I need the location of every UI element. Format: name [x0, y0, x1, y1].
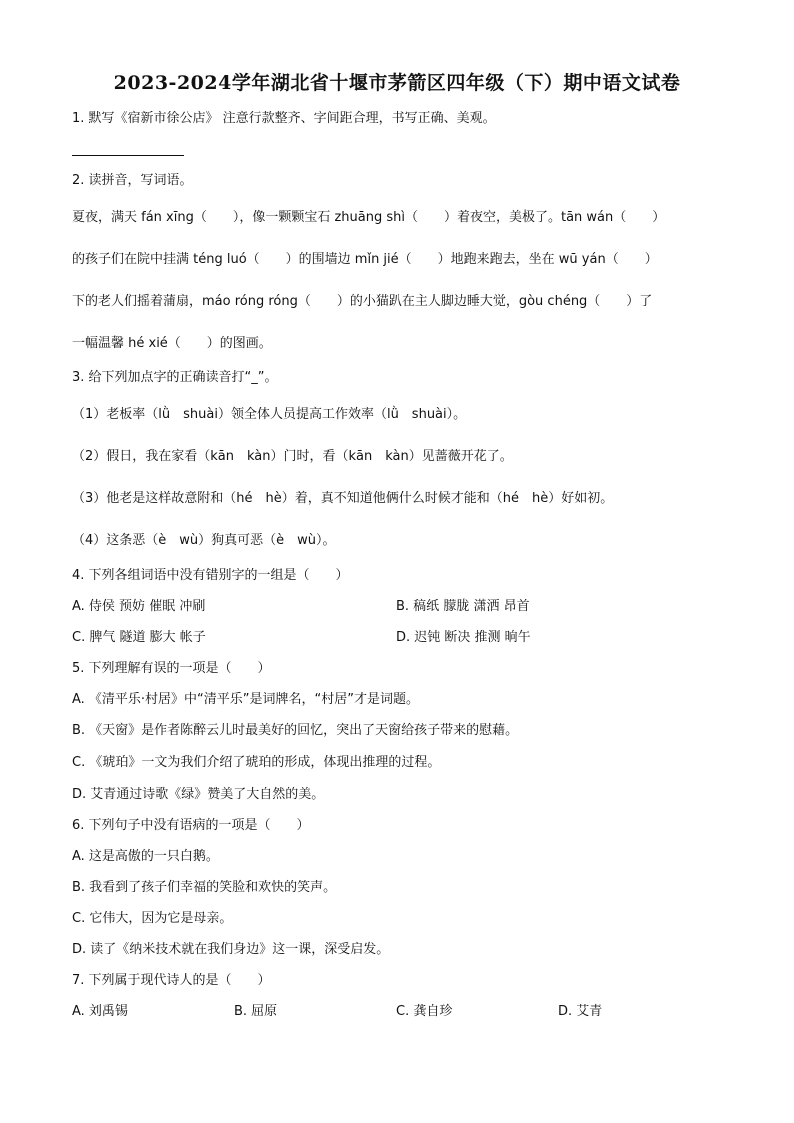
question-4-option-c: C. 脾气 隧道 膨大 帐子 [72, 630, 206, 645]
question-4-stem: 4. 下列各组词语中没有错别字的一组是（ ） [72, 568, 349, 583]
question-1: 1. 默写《宿新市徐公店》 注意行款整齐、字间距合理，书写正确、美观。 [72, 111, 496, 126]
question-5-stem: 5. 下列理解有误的一项是（ ） [72, 661, 271, 676]
question-6-option-a: A. 这是高傲的一只白鹅。 [72, 849, 219, 864]
page-title: 2023-2024学年湖北省十堰市茅箭区四年级（下）期中语文试卷 [113, 72, 681, 94]
question-7-stem: 7. 下列属于现代诗人的是（ ） [72, 973, 271, 988]
question-6-option-d: D. 读了《纳米技术就在我们身边》这一课，深受启发。 [72, 942, 390, 957]
question-2-line: 夏夜，满天 fán xīng（ ），像一颗颗宝石 zhuāng shì（ ）着夜空，美极了。tān wán（ ） [72, 210, 666, 225]
question-5-option-b: B. 《天窗》是作者陈醉云儿时最美好的回忆，突出了天窗给孩子带来的慰藉。 [72, 723, 519, 738]
question-7-option-c: C. 龚自珍 [396, 1004, 453, 1019]
question-3-item: （4）这条恶（è wù）狗真可恶（è wù）。 [72, 533, 336, 548]
question-7-option-d: D. 艾青 [558, 1004, 603, 1019]
question-4-option-d: D. 迟钝 断决 推测 晌午 [396, 630, 531, 645]
question-4-option-b: B. 稿纸 朦胧 潇洒 昂首 [396, 599, 530, 614]
question-4-option-a: A. 侍侯 预妨 催眠 冲刷 [72, 599, 206, 614]
answer-line [72, 155, 184, 156]
question-2-line: 下的老人们摇着蒲扇，máo róng róng（ ）的小猫趴在主人脚边睡大觉，gòu chéng（ ）了 [72, 294, 653, 309]
question-6-option-c: C. 它伟大，因为它是母亲。 [72, 911, 233, 926]
question-6-stem: 6. 下列句子中没有语病的一项是（ ） [72, 818, 310, 833]
question-2-line: 的孩子们在院中挂满 téng luó（ ）的围墙边 mǐn jié（ ）地跑来跑去，坐在 wū yán（ ） [72, 252, 658, 267]
question-2-line: 一幅温馨 hé xié（ ）的图画。 [72, 336, 272, 351]
question-6-option-b: B. 我看到了孩子们幸福的笑脸和欢快的笑声。 [72, 880, 337, 895]
question-3-stem: 3. 给下列加点字的正确读音打“_”。 [72, 370, 278, 385]
question-7-option-a: A. 刘禹锡 [72, 1004, 128, 1019]
question-3-item: （1）老板率（lǜ shuài）领全体人员提高工作效率（lǜ shuài）。 [72, 407, 467, 422]
question-2-stem: 2. 读拼音，写词语。 [72, 173, 193, 188]
question-3-item: （3）他老是这样故意附和（hé hè）着，真不知道他俩什么时候才能和（hé hè）好如初。 [72, 491, 614, 506]
question-7-option-b: B. 屈原 [234, 1004, 278, 1019]
question-5-option-a: A. 《清平乐·村居》中“清平乐”是词牌名，“村居”才是词题。 [72, 692, 420, 707]
question-5-option-d: D. 艾青通过诗歌《绿》赞美了大自然的美。 [72, 787, 325, 802]
question-3-item: （2）假日，我在家看（kān kàn）门时，看（kān kàn）见蔷薇开花了。 [72, 449, 513, 464]
question-5-option-c: C. 《琥珀》一文为我们介绍了琥珀的形成，体现出推理的过程。 [72, 755, 441, 770]
